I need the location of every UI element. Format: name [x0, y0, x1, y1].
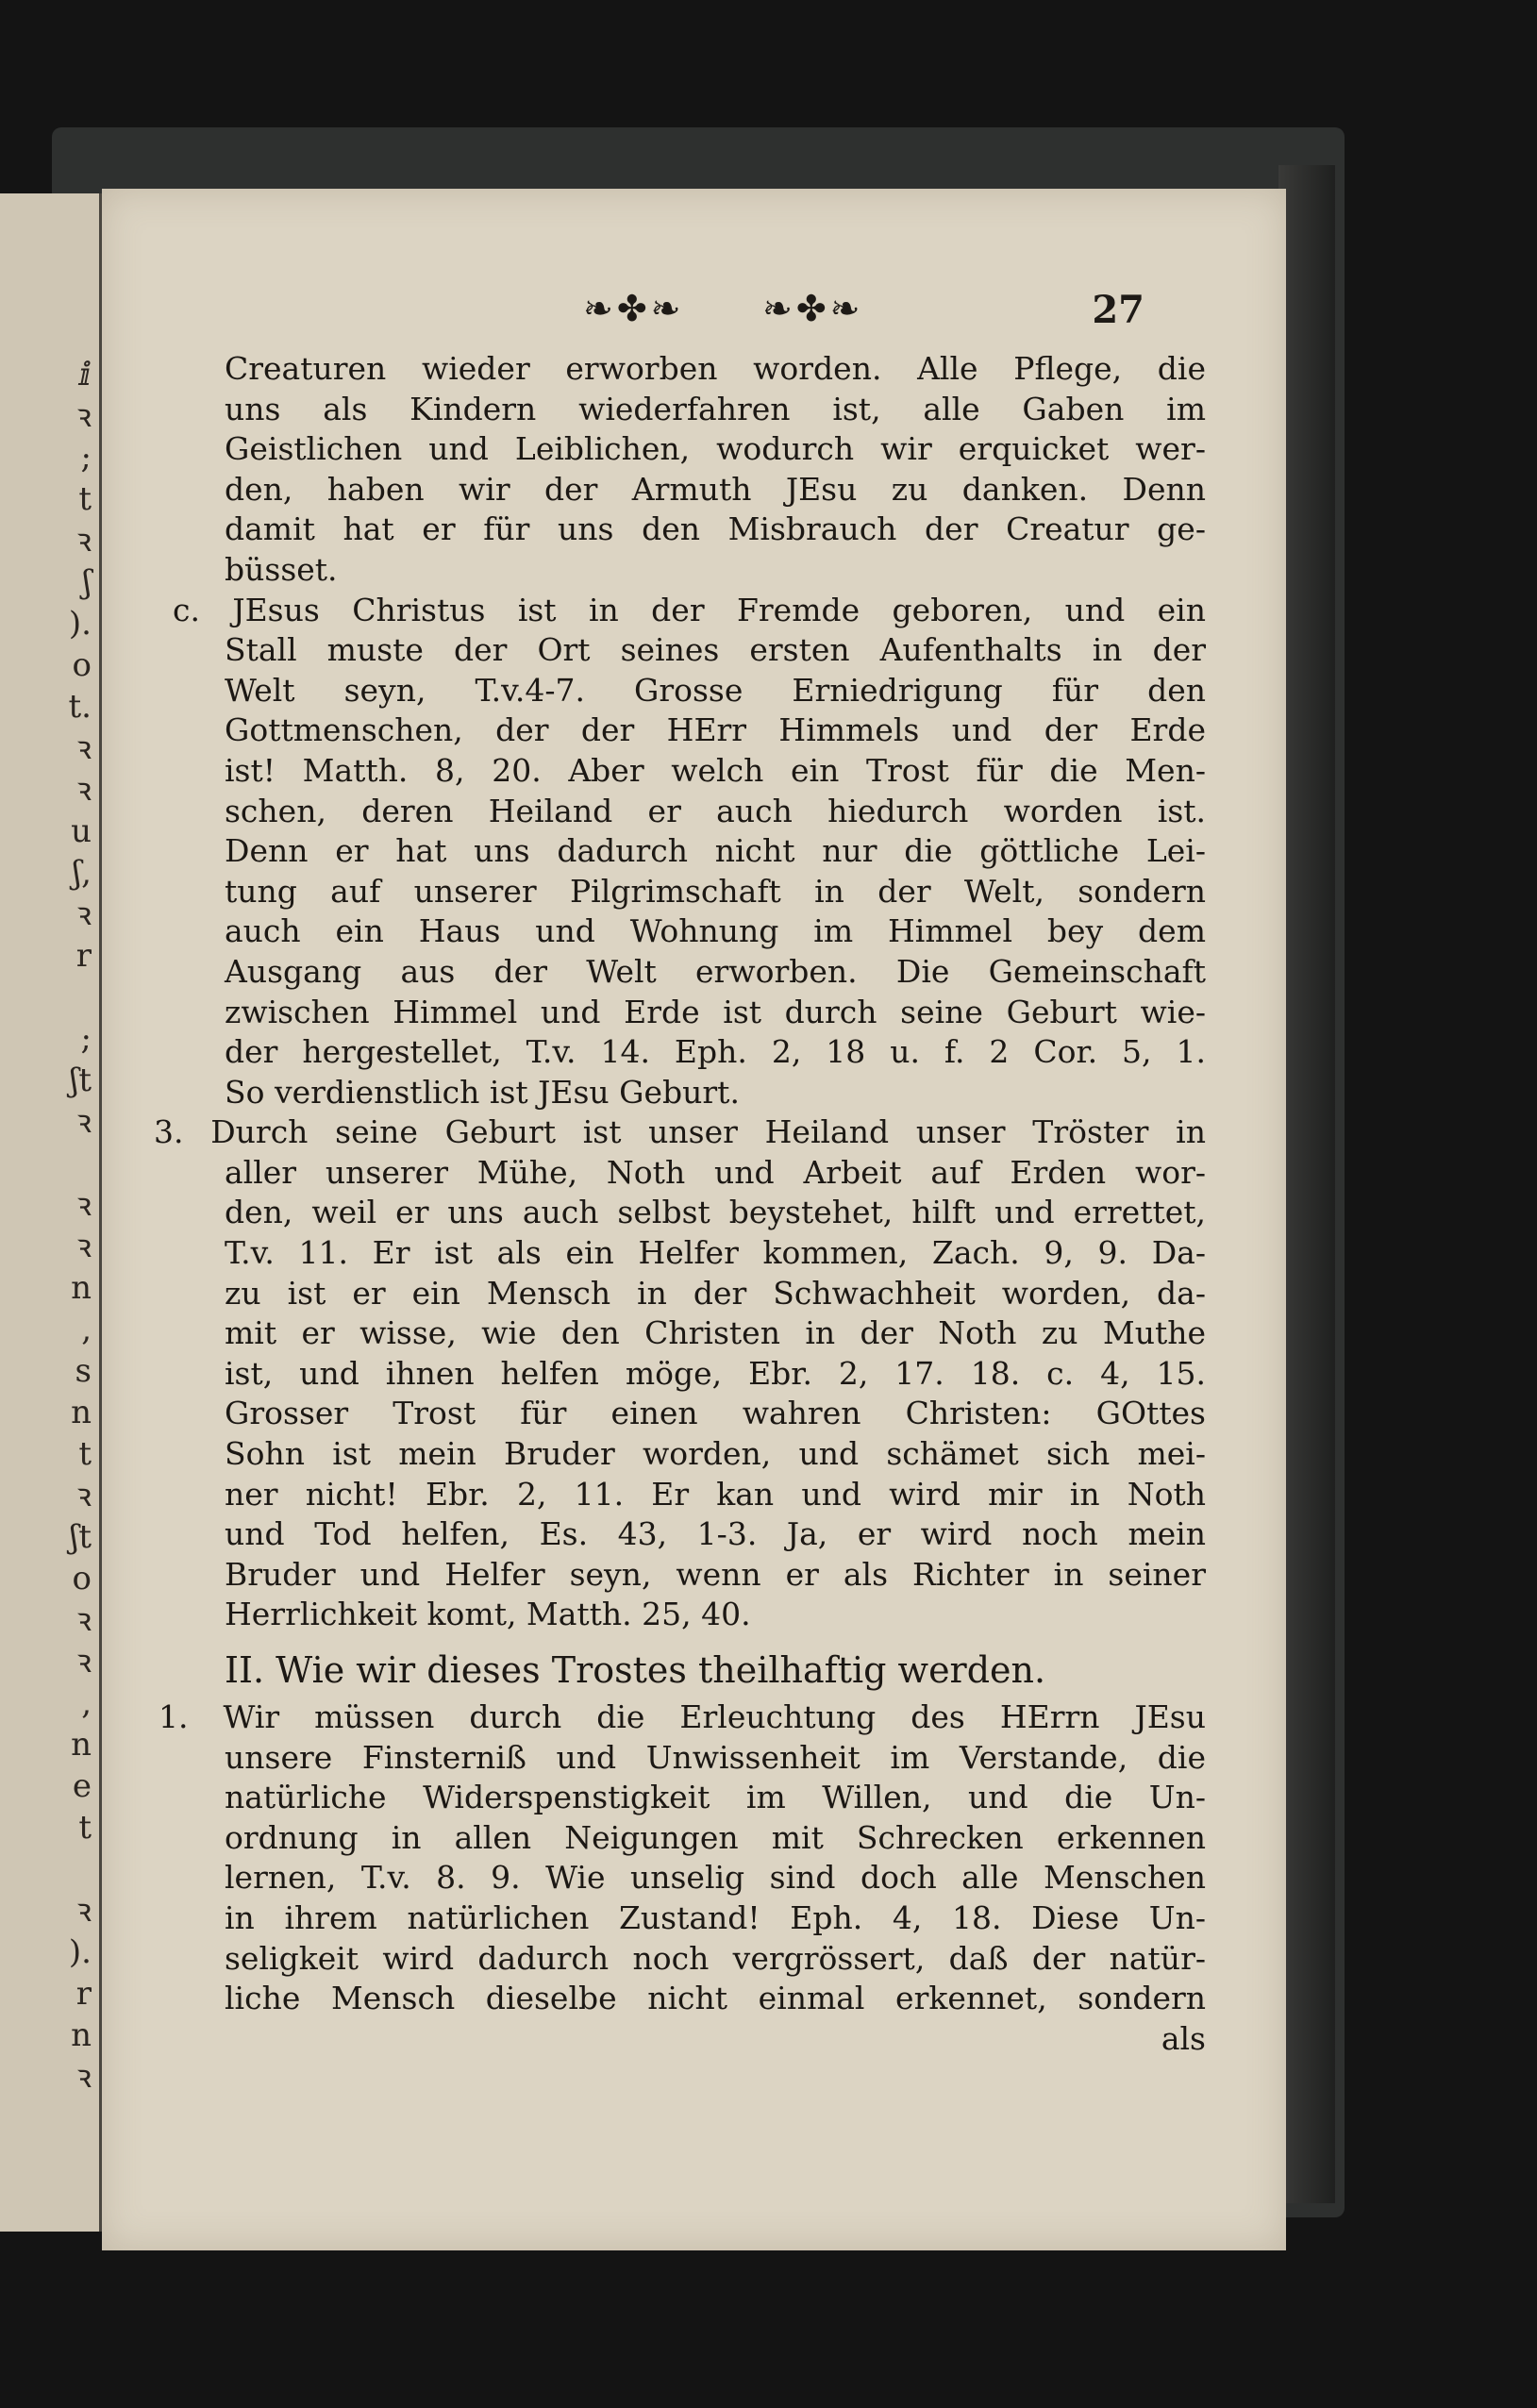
text-line: Stall muste der Ort seines ersten Aufenthalts in der [225, 631, 1206, 669]
text-line: der hergestellet, T.v. 14. Eph. 2, 18 u. f. 2 Cor. 5, 1. [225, 1033, 1206, 1071]
text-line: Ausgang aus der Welt erworben. Die Gemeinschaft [225, 952, 1206, 990]
left-page-edge-char: ʃt [70, 1518, 92, 1556]
text-line: mit er wisse, wie den Christen in der Noth zu Muthe [225, 1314, 1206, 1352]
left-page-edge-char: t [78, 1435, 92, 1473]
left-page-edge-char [69, 1848, 92, 1890]
page-edge-shadow [1278, 165, 1335, 2203]
text-line: ist! Matth. 8, 20. Aber welch ein Trost für die Men- [225, 751, 1206, 789]
left-page-edge-char: ꝛ [75, 895, 92, 933]
text-line: auch ein Haus und Wohnung im Himmel bey dem [225, 912, 1206, 950]
left-page-edge-char: ꝛ [75, 2058, 92, 2096]
left-page-edge-char: ʃ [82, 563, 92, 601]
left-page-edge-char: t [78, 1809, 92, 1847]
text-line: Herrlichkeit komt, Matth. 25, 40. [225, 1596, 751, 1633]
left-page-edge-char: n [71, 1394, 92, 1431]
header-ornament-right: ❧✤❧ [762, 288, 864, 329]
left-page-edge-char: ⅈ [79, 356, 92, 393]
left-page-edge-char: ꝛ [75, 397, 92, 435]
left-page-edge-char: t [78, 480, 92, 518]
text-line: unsere Finsterniß und Unwissenheit im Verstande, die [225, 1738, 1206, 1776]
text-line: tung auf unserer Pilgrimschaft in der Welt, sondern [225, 872, 1206, 910]
text-line: und Tod helfen, Es. 43, 1-3. Ja, er wird noch mein [225, 1515, 1206, 1553]
left-page-edge-char: r [75, 937, 92, 975]
text-line: 3. Durch seine Geburt ist unser Heiland unser Tröster in [154, 1113, 1206, 1151]
left-page-edge [0, 193, 105, 2232]
left-page-edge-char: ꝛ [75, 522, 92, 560]
text-line: büsset. [225, 550, 338, 588]
left-page-edge-char: s [75, 1352, 92, 1390]
text-line: 1. Wir müssen durch die Erleuchtung des HErrn JEsu [159, 1698, 1206, 1735]
left-page-edge-char: ꝛ [75, 1477, 92, 1514]
page-number: 27 [1092, 288, 1144, 332]
left-page-edge-char: o [72, 1560, 92, 1597]
left-page-edge-char: ʃt [70, 1062, 92, 1099]
header-ornament-left: ❧✤❧ [583, 288, 685, 329]
left-page-edge-char: ꝛ [75, 1103, 92, 1141]
section-heading: II. Wie wir dieses Trostes theilhaftig werden. [225, 1649, 1046, 1691]
text-line: in ihrem natürlichen Zustand! Eph. 4, 18. Diese Un- [225, 1898, 1206, 1936]
text-line: zu ist er ein Mensch in der Schwachheit worden, da- [225, 1274, 1206, 1312]
left-page-edge-char: ). [68, 605, 92, 643]
left-page-edge-char: ; [80, 1020, 92, 1058]
left-page-edge-char: o [72, 646, 92, 684]
text-line: Denn er hat uns dadurch nicht nur die göttliche Lei- [225, 832, 1206, 870]
left-page-edge-char [69, 977, 92, 1018]
left-page-edge-text [69, 354, 92, 2098]
page-body-text [154, 349, 1206, 2059]
left-page-edge-char: ꝛ [75, 1892, 92, 1930]
text-line: den, weil er uns auch selbst beystehet, hilft und errettet, [225, 1194, 1206, 1231]
left-page-edge-char: ꝛ [75, 1643, 92, 1681]
text-line: liche Mensch dieselbe nicht einmal erkennet, sondern [225, 1980, 1206, 2017]
left-page-edge-char: ꝛ [75, 729, 92, 767]
text-line: Gottmenschen, der der HErr Himmels und der Erde [225, 711, 1206, 749]
left-page-edge-char: ʃ, [72, 854, 92, 892]
text-line: natürliche Widerspenstigkeit im Willen, und die Un- [225, 1779, 1206, 1816]
text-line: schen, deren Heiland er auch hiedurch worden ist. [225, 792, 1206, 829]
text-line: Bruder und Helfer seyn, wenn er als Richter in seiner [225, 1555, 1206, 1593]
left-page-edge-char: ꝛ [75, 771, 92, 809]
left-page-edge-char: r [75, 1975, 92, 2013]
text-line: Creaturen wieder erworben worden. Alle Pflege, die [225, 350, 1206, 387]
left-page-edge-char: e [72, 1767, 92, 1805]
text-line: seligkeit wird dadurch noch vergrössert, daß der natür- [225, 1939, 1206, 1977]
book-page [102, 189, 1286, 2250]
text-line: c. JEsus Christus ist in der Fremde geboren, und ein [173, 591, 1206, 628]
left-page-edge-char: n [71, 1269, 92, 1307]
text-line: ist, und ihnen helfen möge, Ebr. 2, 17. 18. c. 4, 15. [225, 1354, 1206, 1392]
left-page-edge-char: t. [68, 688, 92, 726]
left-page-edge-char: ꝛ [75, 1186, 92, 1224]
text-line: T.v. 11. Er ist als ein Helfer kommen, Zach. 9, 9. Da- [225, 1234, 1206, 1272]
left-page-edge-char: ). [68, 1933, 92, 1971]
catchword: als [1161, 2019, 1206, 2057]
left-page-edge-char: n [71, 2016, 92, 2054]
text-line: damit hat er für uns den Misbrauch der Creatur ge- [225, 510, 1206, 548]
text-line: Grosser Trost für einen wahren Christen: GOttes [225, 1395, 1206, 1432]
text-line: den, haben wir der Armuth JEsu zu danken. Denn [225, 470, 1206, 508]
left-page-edge-char: , [81, 1311, 92, 1348]
text-line: ner nicht! Ebr. 2, 11. Er kan und wird mir in Noth [225, 1475, 1206, 1513]
text-line: uns als Kindern wiederfahren ist, alle Gaben im [225, 390, 1206, 427]
text-line: zwischen Himmel und Erde ist durch seine Geburt wie- [225, 993, 1206, 1030]
left-page-edge-char: , [81, 1684, 92, 1722]
text-line: lernen, T.v. 8. 9. Wie unselig sind doch alle Menschen [225, 1859, 1206, 1897]
left-page-edge-char: ; [80, 439, 92, 477]
left-page-edge-char [69, 1143, 92, 1184]
page-header [479, 288, 1196, 344]
text-line: ordnung in allen Neigungen mit Schrecken erkennen [225, 1818, 1206, 1856]
text-line: Geistlichen und Leiblichen, wodurch wir erquicket wer- [225, 430, 1206, 468]
left-page-edge-char: u [71, 812, 92, 850]
text-line: aller unserer Mühe, Noth und Arbeit auf Erden wor- [225, 1153, 1206, 1191]
left-page-edge-char: ꝛ [75, 1601, 92, 1639]
left-page-edge-char: ꝛ [75, 1228, 92, 1265]
text-line: Sohn ist mein Bruder worden, und schämet sich mei- [225, 1435, 1206, 1473]
text-line: Welt seyn, T.v.4-7. Grosse Erniedrigung für den [225, 671, 1206, 709]
text-line: So verdienstlich ist JEsu Geburt. [225, 1073, 740, 1111]
left-page-edge-char: n [71, 1726, 92, 1764]
